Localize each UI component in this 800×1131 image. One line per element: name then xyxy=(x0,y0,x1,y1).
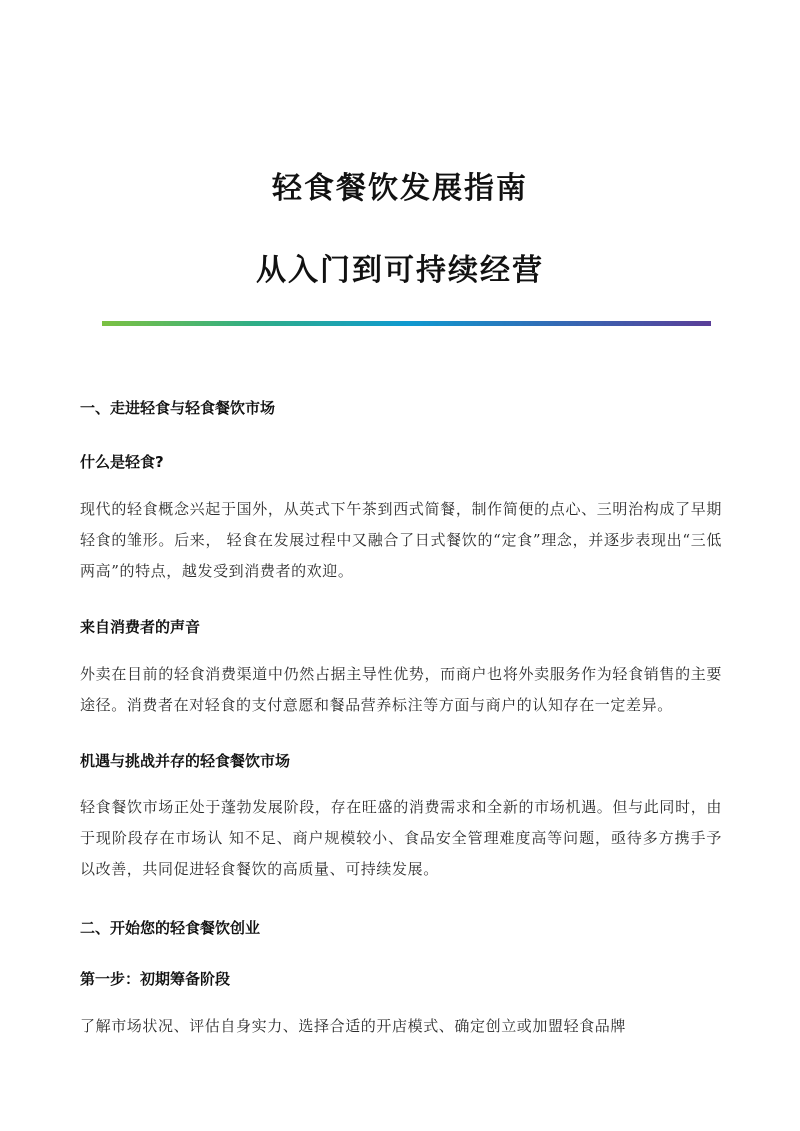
subsection-heading-consumer-voice: 来自消费者的声音 xyxy=(80,618,201,636)
paragraph-consumer-voice: 外卖在目前的轻食消费渠道中仍然占据主导性优势，而商户也将外卖服务作为轻食销售的主要途径。消费者在对轻食的支付意愿和餐品营养标注等方面与商户的认知存在一定差异。 xyxy=(80,665,722,714)
paragraph-what-is-light-meal: 现代的轻食概念兴起于国外，从英式下午茶到西式简餐，制作简便的点心、三明治构成了早期轻食的雏形。后来， 轻食在发展过程中又融合了日式餐饮的“定食”理念，并逐步表现出“三低两高”的特点，越发受到消费者的欢迎。 xyxy=(80,500,722,580)
gradient-divider xyxy=(102,321,711,326)
subsection-heading-opportunities: 机遇与挑战并存的轻食餐饮市场 xyxy=(80,752,291,770)
paragraph-opportunities: 轻食餐饮市场正处于蓬勃发展阶段，存在旺盛的消费需求和全新的市场机遇。但与此同时，由于现阶段存在市场认 知不足、商户规模较小、食品安全管理难度高等问题，亟待多方携手予以改善，共同促进轻食餐饮的高质量、可持续发展。 xyxy=(80,798,722,878)
subsection-heading-what-is-light-meal: 什么是轻食? xyxy=(80,453,164,471)
paragraph-step-1: 了解市场状况、评估自身实力、选择合适的开店模式、确定创立或加盟轻食品牌 xyxy=(80,1017,627,1035)
section-heading-2: 二、开始您的轻食餐饮创业 xyxy=(80,919,261,937)
section-heading-1: 一、走进轻食与轻食餐饮市场 xyxy=(80,399,276,417)
document-title: 轻食餐饮发展指南 xyxy=(272,171,528,206)
subsection-heading-step-1: 第一步：初期筹备阶段 xyxy=(80,970,231,988)
document-subtitle: 从入门到可持续经营 xyxy=(256,253,544,288)
